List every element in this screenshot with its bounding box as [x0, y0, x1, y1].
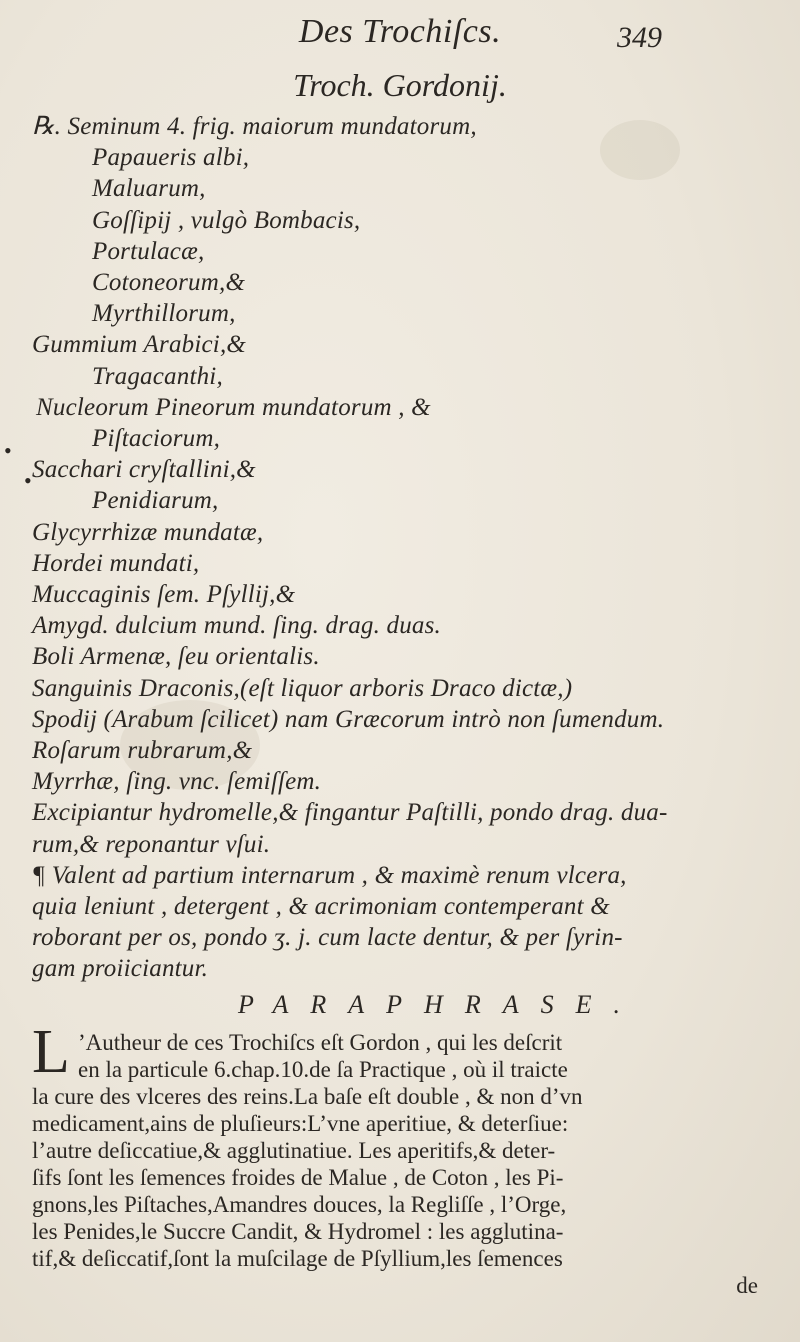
margin-mark: • [24, 468, 32, 493]
ingredient-line: Glycyrrhizæ mundatæ, [32, 518, 264, 546]
ingredient-line: Excipiantur hydromelle,& fingantur Paſtilli, pondo drag. dua- [32, 799, 668, 827]
ingredient-line: Muccaginis ſem. Pſyllij,& [32, 581, 296, 608]
ingredient-line: Goſſipij , vulgò Bombacis, [92, 206, 361, 234]
ingredient-line: Sanguinis Draconis,(eſt liquor arboris Draco dictæ,) [32, 674, 573, 702]
paraphrase-line: les Penides,le Succre Candit, & Hydromel : les agglutina- [32, 1219, 564, 1245]
paraphrase-line: gnons,les Piſtaches,Amandres douces, la Regliſſe , l’Orge, [32, 1192, 567, 1218]
ingredient-line: Boli Armenæ, ſeu orientalis. [32, 643, 320, 671]
ingredient-line: Papaueris albi, [92, 144, 250, 172]
paraphrase-line: l’autre deſiccatiue,& agglutinatiue. Les aperitifs,& deter- [32, 1138, 556, 1164]
ingredient-line: Cotoneorum,& [92, 269, 246, 296]
ingredient-line: Myrthillorum, [92, 300, 236, 328]
ingredient-line: quia leniunt , detergent , & acrimoniam contemperant & [32, 893, 610, 920]
ingredient-line: Hordei mundati, [32, 549, 200, 577]
paraphrase-line: tif,& deſiccatif,ſont la muſcilage de Pſyllium,les ſemences [32, 1246, 563, 1272]
ingredient-line: Roſarum rubrarum,& [32, 737, 253, 764]
recipe-title: Troch. Gordonij. [293, 67, 507, 103]
ingredient-line: rum,& reponantur vſui. [32, 830, 271, 858]
drop-cap: L [32, 1018, 70, 1087]
ingredient-line: Nucleorum Pineorum mundatorum , & [36, 393, 431, 421]
ingredient-line: Spodij (Arabum ſcilicet) nam Græcorum intrò non ſumendum. [32, 705, 665, 733]
ingredient-line: roborant per os, pondo ʒ. j. cum lacte dentur, & per ſyrin- [32, 924, 623, 952]
ingredient-line: Gummium Arabici,& [32, 331, 247, 359]
page-number: 349 [617, 21, 662, 54]
ingredient-line: Maluarum, [92, 175, 206, 203]
ingredient-line: Portulacæ, [92, 237, 205, 265]
ingredient-line: Penidiarum, [92, 487, 219, 515]
ingredient-line: ℞. Seminum 4. frig. maiorum mundatorum, [32, 113, 477, 140]
paraphrase-line: ſifs ſont les ſemences froides de Malue , de Coton , les Pi- [32, 1165, 564, 1191]
ingredient-line: Amygd. dulcium mund. ſing. drag. duas. [32, 612, 441, 640]
ingredient-line: Piſtaciorum, [92, 425, 221, 452]
ingredient-line: gam proiiciantur. [32, 955, 209, 983]
ingredient-line: Sacchari cryſtallini,& [32, 456, 256, 484]
margin-mark: • [4, 438, 12, 463]
paraphrase-line: en la particule 6.chap.10.de ſa Practique , où il traicte [78, 1057, 568, 1083]
ingredient-line: ¶ Valent ad partium internarum , & maximè renum vlcera, [32, 861, 627, 889]
running-title: Des Trochiſcs. [298, 13, 502, 50]
ingredient-line: Myrrhæ, ſing. vnc. ſemiſſem. [32, 768, 322, 796]
paraphrase-line: ’Autheur de ces Trochiſcs eſt Gordon , qui les deſcrit [78, 1030, 563, 1056]
paraphrase-line: medicament,ains de pluſieurs:L’vne aperitiue, & deterſiue: [32, 1111, 569, 1137]
section-heading: PARAPHRASE. [238, 990, 642, 1020]
paraphrase-line: la cure des vlceres des reins.La baſe eſt double , & non d’vn [32, 1084, 583, 1110]
paraphrase-line: de [736, 1273, 758, 1299]
ingredient-line: Tragacanthi, [92, 362, 223, 390]
